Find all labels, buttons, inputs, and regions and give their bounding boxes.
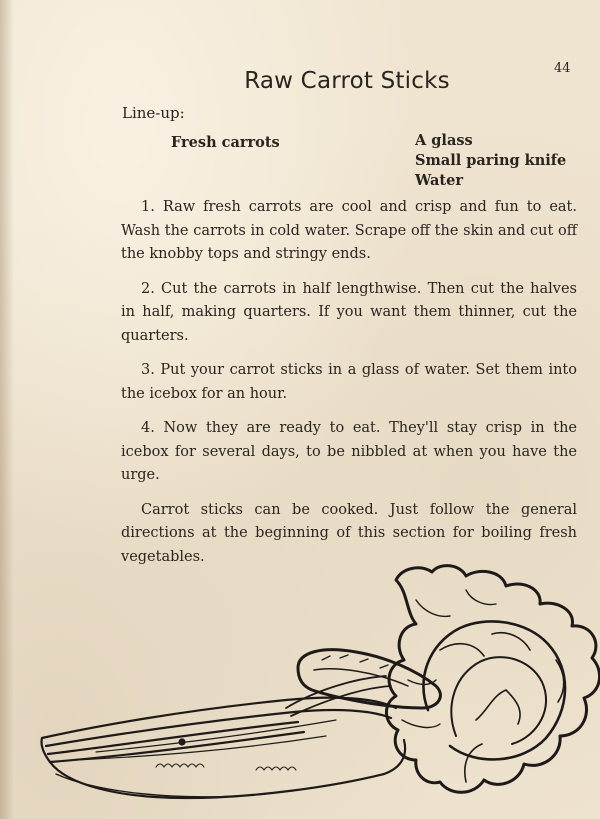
ingredient-item: Water [415, 172, 463, 189]
carrot-sticks-drawing [41, 676, 405, 798]
instructions-body [121, 196, 577, 580]
ingredients-right-column [415, 131, 566, 191]
page-title [0, 68, 600, 94]
ingredient-item: Small paring knife [415, 152, 567, 169]
page-title-text: Raw Carrot Sticks [244, 68, 450, 94]
instruction-paragraph-3: 3. Put your carrot sticks in a glass of water. Set them into the icebox for an hour. [121, 362, 577, 402]
closing-paragraph: Carrot sticks can be cooked. Just follow the general directions at the beginning of this section for boiling fresh vegetables. [121, 501, 577, 565]
ingredient-item: Fresh carrots [171, 134, 280, 151]
instruction-paragraph-1: 1. Raw fresh carrots are cool and crisp and fun to eat. Wash the carrots in cold water. Scrape off the skin and cut off the knobby tops and stringy ends. [121, 199, 577, 262]
instruction-paragraph-2: 2. Cut the carrots in half lengthwise. Then cut the halves in half, making quarters. If you want them thinner, cut the quarters. [121, 280, 577, 344]
lettuce-drawing [386, 566, 599, 793]
vegetable-drawing-icon [36, 560, 600, 819]
lineup-label: Line-up: [122, 104, 185, 122]
ingredient-item: A glass [415, 132, 473, 149]
page-spine-shadow [0, 0, 14, 819]
instruction-paragraph-4: 4. Now they are ready to eat. They'll stay crisp in the icebox for several days, to be nibbled at when you have the urge. [121, 420, 577, 483]
page-number: 44 [554, 61, 571, 76]
ingredients-left-column [171, 133, 280, 153]
